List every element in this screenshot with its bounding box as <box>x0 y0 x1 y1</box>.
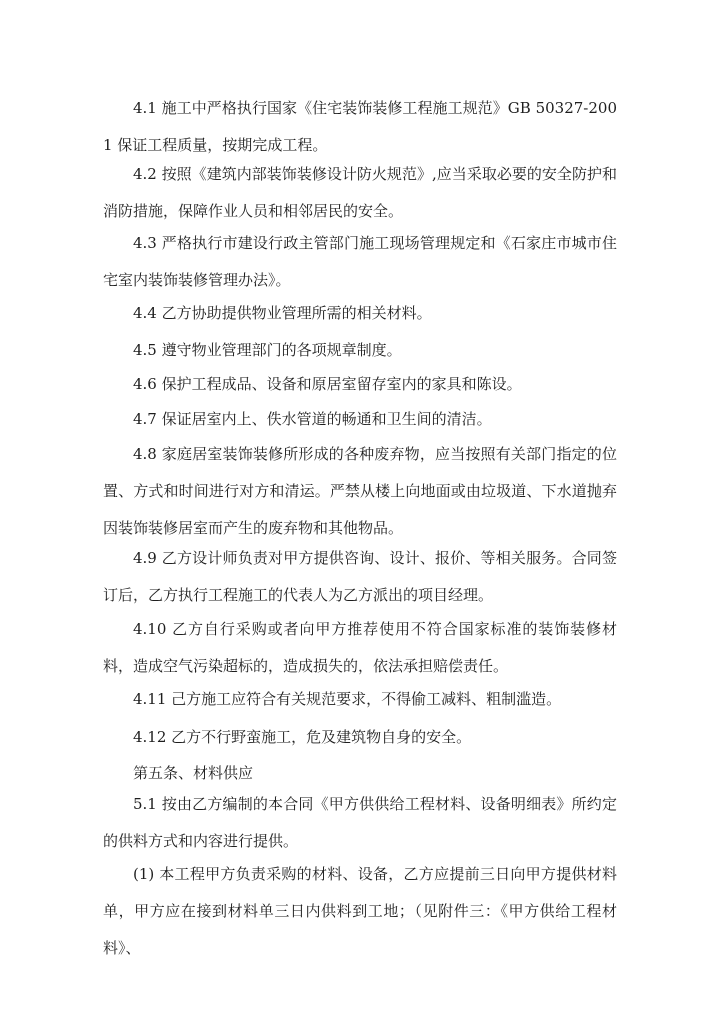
section-heading-article-5: 第五条、材料供应 <box>133 764 254 782</box>
clause-5-1-item-1: (1) 本工程甲方负责采购的材料、设备，乙方应提前三日向甲方提供材料单，甲方应在接到材料单三日内供料到工地；（见附件三：《甲方供给工程材料》、 <box>103 865 617 957</box>
clause-4-8: 4.8 家庭居室装饰装修所形成的各种废弃物，应当按照有关部门指定的位置、方式和时间进行对方和清运。严禁从楼上向地面或由垃圾道、下水道抛弃因装饰装修居室而产生的废弃物和其他物品。 <box>103 445 617 537</box>
clause-4-3: 4.3 严格执行市建设行政主管部门施工现场管理规定和《石家庄市城市住宅室内装饰装修管理办法》。 <box>103 234 617 289</box>
clause-4-2: 4.2 按照《建筑内部装饰装修设计防火规范》,应当采取必要的安全防护和消防措施，保障作业人员和相邻居民的安全。 <box>103 165 617 220</box>
clause-4-10: 4.10 乙方自行采购或者向甲方推荐使用不符合国家标准的装饰装修材料，造成空气污染超标的，造成损失的，依法承担赔偿责任。 <box>103 620 617 675</box>
clause-4-1: 4.1 施工中严格执行国家《住宅装饰装修工程施工规范》GB 50327-2001 保证工程质量，按期完成工程。 <box>103 99 617 154</box>
clause-4-9: 4.9 乙方设计师负责对甲方提供咨询、设计、报价、等相关服务。合同签订后，乙方执行工程施工的代表人为乙方派出的项目经理。 <box>103 549 617 604</box>
clause-4-12: 4.12 乙方不行野蛮施工，危及建筑物自身的安全。 <box>133 728 472 746</box>
clause-4-4: 4.4 乙方协助提供物业管理所需的相关材料。 <box>133 304 432 322</box>
clause-4-7: 4.7 保证居室内上、佚水管道的畅通和卫生间的清洁。 <box>133 410 492 428</box>
clause-4-6: 4.6 保护工程成品、设备和原居室留存室内的家具和陈设。 <box>133 375 522 393</box>
clause-4-11: 4.11 己方施工应符合有关规范要求，不得偷工减料、粗制滥造。 <box>133 690 562 708</box>
clause-5-1: 5.1 按由乙方编制的本合同《甲方供供给工程材料、设备明细表》所约定的供料方式和内容进行提供。 <box>103 795 617 850</box>
clause-4-5: 4.5 遵守物业管理部门的各项规章制度。 <box>133 341 402 359</box>
